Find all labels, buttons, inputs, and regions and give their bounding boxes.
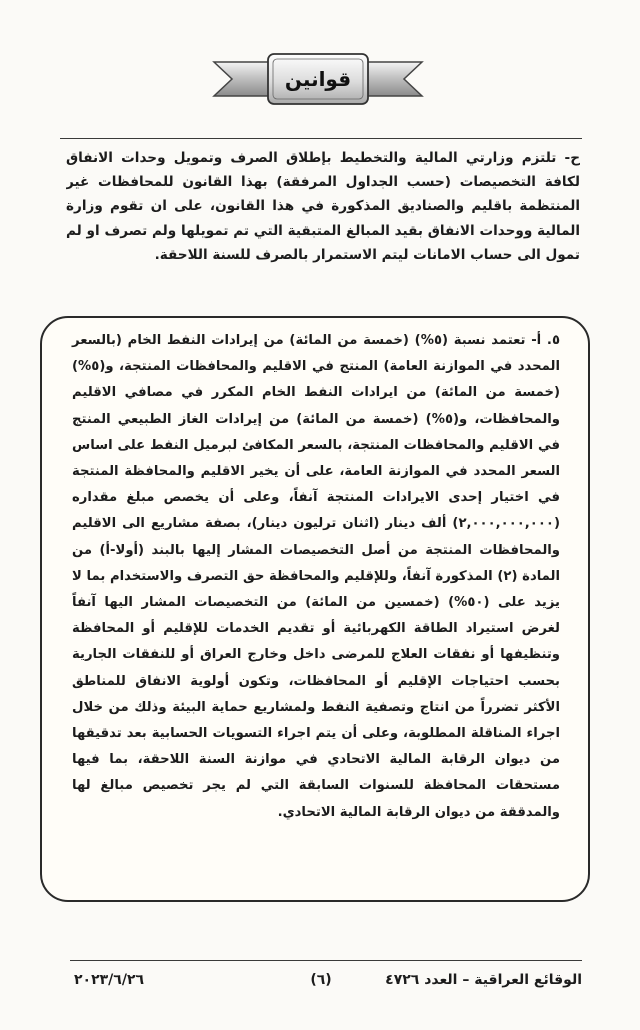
framed-clause-text: ٥. أ- تعتمد نسبة (٥%) (خمسة من المائة) من إيرادات النفط الخام (بالسعر المحدد في الموازنة العامة) المنتج في الاقليم والمحافظات المنتجة، و(٥%) (خمسة من المائة) من ايرادات النفط الخام المكرر في مصافي الاقليم والمحافظات، و(٥%) (خمسة من المائة) من إيرادات الغاز الطبيعي المنتج في الاقليم والمحافظات المنتجة، بالسعر المكافئ لبرميل النفط على اساس السعر المحدد في الموازنة العامة، على أن يخير الاقليم والمحافظة المنتجة في اختيار إحدى الايرادات المنتجة آنفاً، وعلى أن يخصص مبلغ مقداره (٢,٠٠٠,٠٠٠,٠٠٠) ألف دينار (اثنان ترليون دينار)، بصفة مشاريع الى الاقليم والمحافظات المنتجة من أصل التخصيصات المشار إليها بالبند (أولا-أ) من المادة (٢) المذكورة آنفاً، وللإقليم والمحافظة حق التصرف والاستخدام بما لا يزيد على (٥٠%) (خمسين من المائة) من التخصيصات المشار اليها آنفاً لغرض استيراد الطاقة الكهربائية أو تقديم الخدمات للإقليم أو المحافظة وتنظيفها أو نفقات العلاج للمرضى داخل وخارج العراق أو للنفقات الجارية بحسب احتياجات الإقليم أو المحافظات، وتكون أولوية الانفاق للمناطق الأكثر تضرراً من انتاج وتصفية النفط ولمشاريع حماية البيئة وذلك من خلال اجراء المناقلة المطلوبة، وعلى أن يتم اجراء التسويات الحسابية بعد تدقيقها من ديوان الرقابة المالية الاتحادي في موازنة السنة اللاحقة، بما فيها مستحقات المحافظة للسنوات السابقة التي لم يجر تخصيص مبالغ لها والمدققة من ديوان الرقابة المالية الاتحادي. [72, 333, 561, 820]
top-divider [60, 138, 582, 139]
footer-page-number: (٦) [310, 972, 332, 988]
clause-paragraph: ح- تلتزم وزارتي المالية والتخطيط بإطلاق الصرف وتمويل وحدات الانفاق لكافة التخصيصات (حسب الجداول المرفقة) بهذا القانون للمحافظات غير المنتظمة باقليم والصناديق المذكورة في هذا القانون، على ان تقوم وزارة المالية ووحدات الانفاق بقيد المبالغ المتبقية التي تم تمويلها ولم تصرف او لم تمول الى حساب الامانات ليتم الاستمرار بالصرف للسنة اللاحقة. [66, 150, 580, 263]
section-banner [212, 48, 424, 110]
footer-date: ٢٠٢٣/٦/٢٦ [74, 972, 145, 988]
footer-publication: الوقائع العراقية – العدد ٤٧٢٦ [385, 972, 582, 988]
framed-clause-box [40, 316, 590, 902]
banner-title: قوانين [284, 67, 352, 91]
footer-divider [70, 960, 582, 961]
